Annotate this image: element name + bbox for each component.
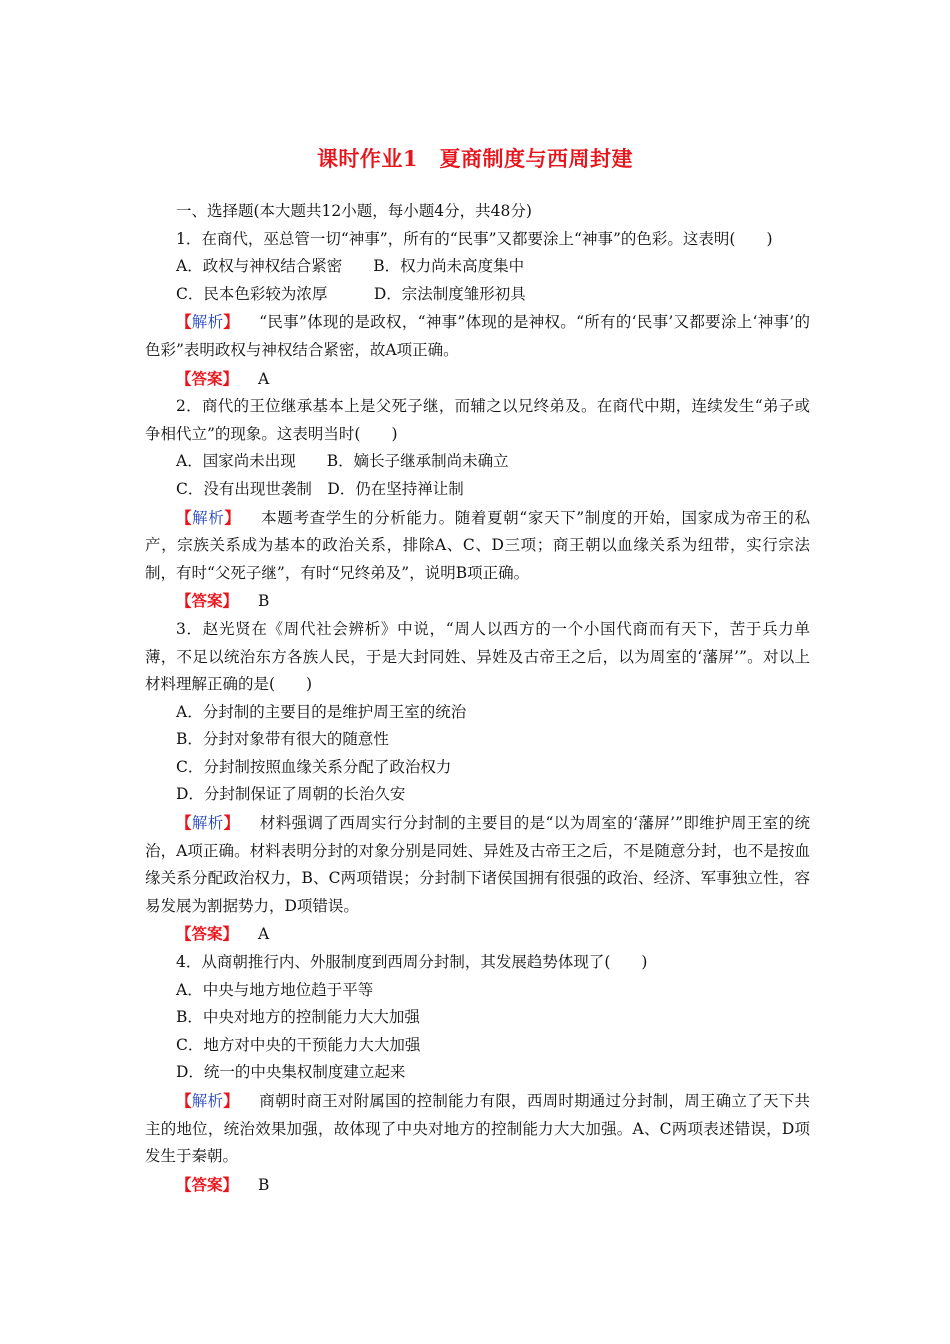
answer-tag: 【答案】 xyxy=(176,924,239,944)
option-line: A．分封制的主要目的是维护周王室的统治 xyxy=(176,702,467,721)
analysis-tag: 【解析】 xyxy=(176,813,240,833)
question-stem: 1．在商代，巫总管一切“神事”，所有的“民事”又都要涂上“神事”的色彩。这表明( ) xyxy=(176,229,773,248)
answer-tag: 【答案】 xyxy=(176,368,239,388)
analysis-paragraph xyxy=(145,809,810,920)
analysis-paragraph xyxy=(145,504,810,588)
analysis-tag: 【解析】 xyxy=(176,1091,239,1110)
analysis-text: 本题考查学生的分析能力。随着夏朝“家天下”制度的开始，国家成为帝王的私产，宗族关系成为基本的政治关系，排除A、C、D三项；商王朝以血缘关系为纽带，实行宗法制，有时“父死子继”，有时“兄终弟及”，说明B项正确。 xyxy=(145,508,810,582)
answer-value: A xyxy=(258,925,270,944)
answer-value: B xyxy=(258,592,270,611)
answer-tag: 【答案】 xyxy=(176,1174,239,1194)
question-3 xyxy=(145,616,810,949)
page-title: 课时作业1 夏商制度与西周封建 xyxy=(316,146,634,171)
option-line: D．分封制保证了周朝的长治久安 xyxy=(176,785,406,804)
analysis-text: 材料强调了西周实行分封制的主要目的是“以为周室的‘藩屏’”即维护周王室的统治，A项正确。材料表明分封的对象分别是同姓、异姓及古帝王之后，不是随意分封，也不是按血缘关系分配政治权力，B、C两项错误；分封制下诸侯国拥有很强的政治、经济、军事独立性，容易发展为割据势力，D项错误。 xyxy=(145,814,810,915)
analysis-text: “民事”体现的是政权，“神事”体现的是神权。“所有的‘民事’又都要涂上‘神事’的色彩”表明政权与神权结合紧密，故A项正确。 xyxy=(145,313,810,359)
option-line: A．政权与神权结合紧密 B．权力尚未高度集中 xyxy=(176,257,525,276)
section-heading: 一、选择题(本大题共12小题，每小题4分，共48分) xyxy=(176,202,532,220)
document-body xyxy=(145,198,810,1199)
analysis-tag: 【解析】 xyxy=(176,312,240,332)
option-line: C．地方对中央的干预能力大大加强 xyxy=(176,1035,421,1054)
analysis-text: 商朝时商王对附属国的控制能力有限，西周时期通过分封制，周王确立了天下共主的地位，统治效果加强，故体现了中央对地方的控制能力大大加强。A、C两项表述错误，D项发生于秦朝。 xyxy=(145,1092,810,1166)
option-line: B．中央对地方的控制能力大大加强 xyxy=(176,1008,420,1027)
option-line: B．分封对象带有很大的随意性 xyxy=(176,730,389,749)
analysis-paragraph xyxy=(145,308,810,364)
option-line: C．分封制按照血缘关系分配了政治权力 xyxy=(176,757,452,776)
question-stem: 2．商代的王位继承基本上是父死子继，而辅之以兄终弟及。在商代中期，连续发生“弟子或争相代立”的现象。这表明当时( ) xyxy=(145,397,810,443)
answer-value: A xyxy=(258,369,270,388)
answer-paragraph xyxy=(145,920,810,949)
option-line: D．统一的中央集权制度建立起来 xyxy=(176,1063,406,1082)
answer-paragraph xyxy=(145,365,810,394)
question-stem: 3．赵光贤在《周代社会辨析》中说，“周人以西方的一个小国代商而有天下，苦于兵力单薄，不足以统治东方各族人民，于是大封同姓、异姓及古帝王之后，以为周室的‘藩屏’”。对以上材料理解正确的是( ) xyxy=(145,619,810,694)
option-line: C．民本色彩较为浓厚 D．宗法制度雏形初具 xyxy=(176,284,526,303)
answer-value: B xyxy=(258,1175,270,1194)
question-1 xyxy=(145,226,810,394)
answer-paragraph xyxy=(145,1171,810,1200)
question-stem: 4．从商朝推行内、外服制度到西周分封制，其发展趋势体现了( ) xyxy=(176,953,648,972)
option-line: C．没有出现世袭制 D．仍在坚持禅让制 xyxy=(176,479,464,498)
answer-tag: 【答案】 xyxy=(176,591,239,611)
question-4 xyxy=(145,949,810,1199)
answer-paragraph xyxy=(145,587,810,616)
option-line: A．国家尚未出现 B．嫡长子继承制尚未确立 xyxy=(176,452,509,471)
analysis-tag: 【解析】 xyxy=(176,507,241,527)
option-line: A．中央与地方地位趋于平等 xyxy=(176,980,374,999)
question-2 xyxy=(145,393,810,616)
analysis-paragraph xyxy=(145,1087,810,1171)
